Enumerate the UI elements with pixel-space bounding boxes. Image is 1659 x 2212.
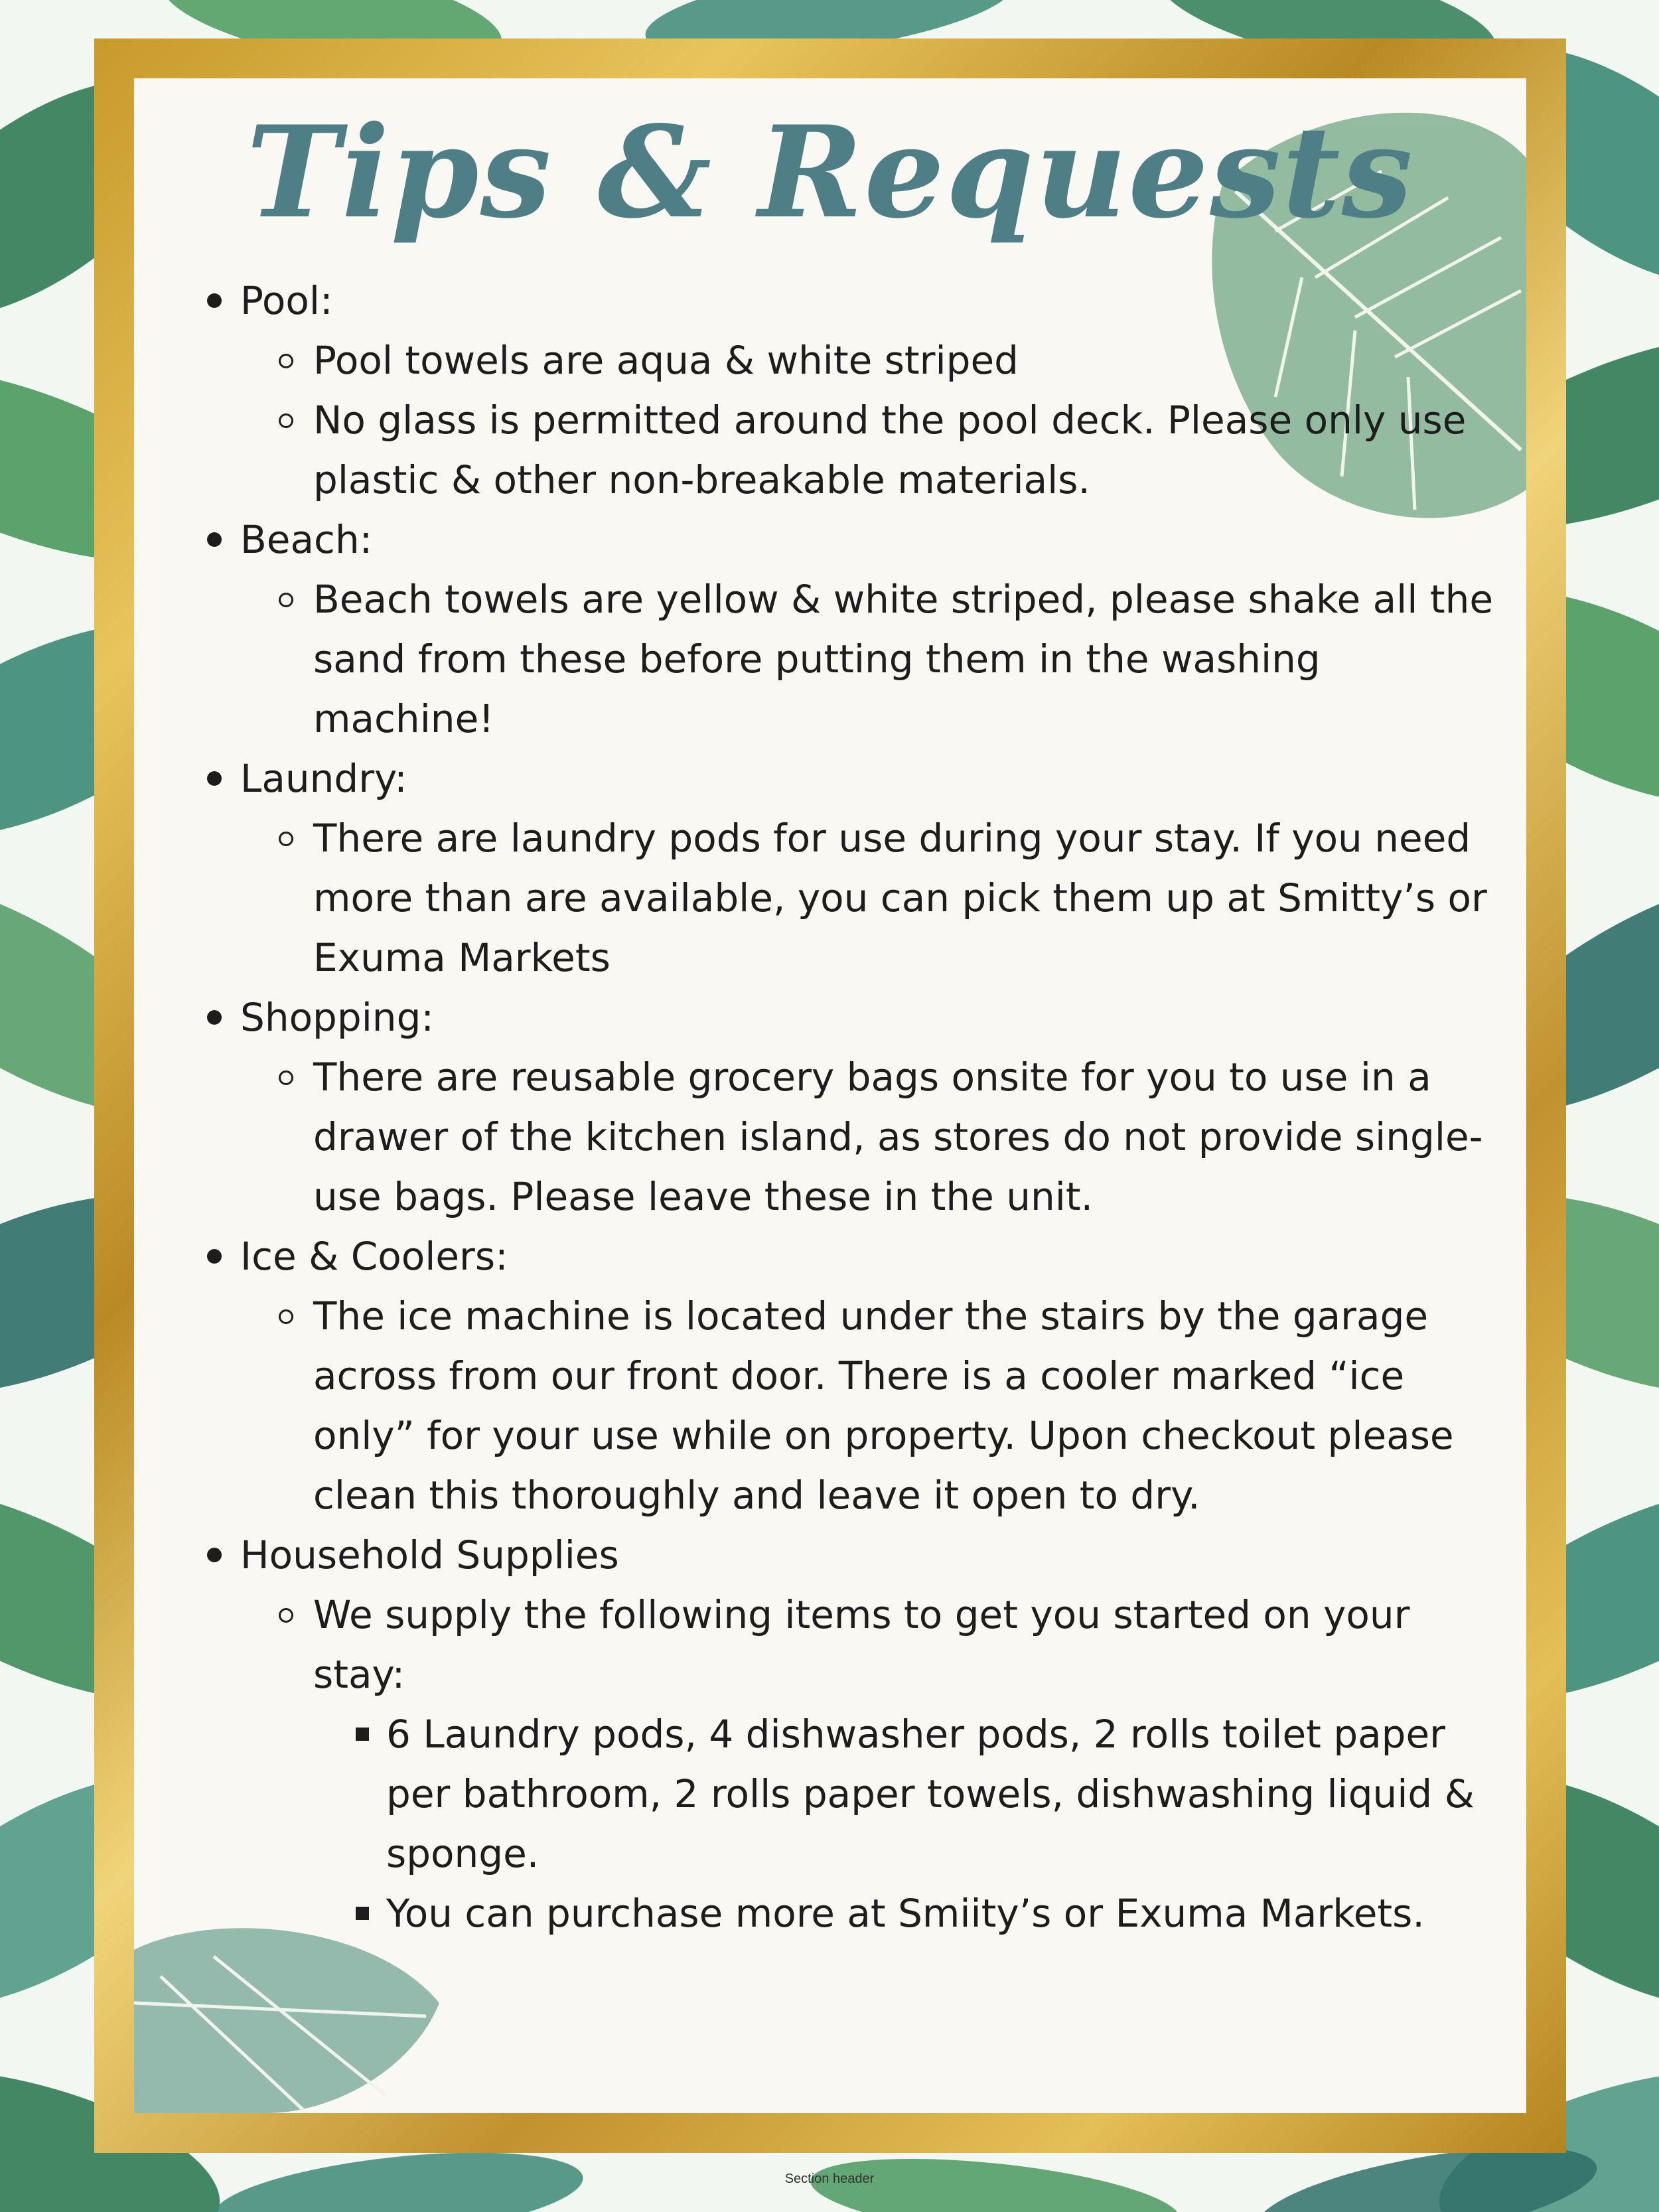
tip-item <box>313 331 1501 390</box>
tip-item <box>313 808 1501 988</box>
info-card <box>134 78 1526 2113</box>
page-title: Tips & Requests <box>246 98 1414 246</box>
tip-item <box>313 569 1501 749</box>
bullet-dot-icon <box>207 1249 222 1264</box>
section-item-laundry <box>200 749 1501 988</box>
tip-text: The ice machine is located under the stairs by the garage across from our front door. There is a cooler marked “ice only” for your use while on property. Upon checkout please clean this thoroughly and leave it open to dry. <box>313 1293 1454 1518</box>
tip-list <box>240 331 1501 510</box>
tip-list <box>240 569 1501 749</box>
bullet-circle-icon <box>279 593 293 607</box>
supply-list <box>313 1704 1501 1943</box>
bullet-dot-icon <box>207 293 222 308</box>
bullet-circle-icon <box>279 413 293 428</box>
supply-text: 6 Laundry pods, 4 dishwasher pods, 2 rolls toilet paper per bathroom, 2 rolls paper towels, dishwashing liquid & sponge. <box>386 1712 1475 1876</box>
section-heading: Shopping: <box>240 995 434 1040</box>
tip-text: Pool towels are aqua & white striped <box>313 338 1019 383</box>
section-list <box>200 271 1501 1943</box>
bullet-square-icon <box>356 1907 369 1920</box>
section-heading: Household Supplies <box>240 1532 619 1578</box>
tip-text: No glass is permitted around the pool deck. Please only use plastic & other non-breakable materials. <box>313 398 1467 502</box>
section-heading: Laundry: <box>240 756 407 801</box>
tips-list-container <box>200 271 1501 1943</box>
supply-text: You can purchase more at Smiity’s or Exuma Markets. <box>386 1891 1425 1936</box>
bullet-circle-icon <box>279 1608 293 1623</box>
tip-text: Beach towels are yellow & white striped, please shake all the sand from these before putting them in the washing machine! <box>313 577 1494 741</box>
bullet-circle-icon <box>279 1309 293 1324</box>
section-item-beach <box>200 510 1501 749</box>
section-heading: Pool: <box>240 278 333 323</box>
bullet-dot-icon <box>207 1548 222 1562</box>
tip-item <box>313 1047 1501 1226</box>
section-item-pool <box>200 271 1501 510</box>
section-heading: Beach: <box>240 517 373 562</box>
bullet-dot-icon <box>207 771 222 786</box>
tip-list <box>240 808 1501 988</box>
section-item-shopping <box>200 988 1501 1226</box>
tip-text: There are reusable grocery bags onsite for you to use in a drawer of the kitchen island, as stores do not provide single-use bags. Please leave these in the unit. <box>313 1055 1483 1219</box>
bullet-square-icon <box>356 1728 369 1741</box>
tip-text: There are laundry pods for use during your stay. If you need more than are available, you can pick them up at Smitty’s or Exuma Markets <box>313 816 1487 980</box>
bullet-circle-icon <box>279 354 293 368</box>
tip-list <box>240 1047 1501 1226</box>
tip-list <box>240 1286 1501 1525</box>
footer-section-header-label: Section header <box>784 2172 875 2186</box>
tip-item <box>313 390 1501 510</box>
bullet-circle-icon <box>279 832 293 846</box>
supply-item <box>386 1883 1501 1943</box>
supply-item <box>386 1704 1501 1883</box>
tip-item <box>313 1585 1501 1943</box>
bullet-dot-icon <box>207 1010 222 1025</box>
tip-item <box>313 1286 1501 1525</box>
bullet-circle-icon <box>279 1070 293 1085</box>
section-heading: Ice & Coolers: <box>240 1234 508 1279</box>
palm-leaf-bottom-left <box>134 1928 439 2113</box>
section-item-household-supplies <box>200 1525 1501 1943</box>
section-item-ice-coolers <box>200 1226 1501 1525</box>
tip-text: We supply the following items to get you started on your stay: <box>313 1592 1410 1697</box>
tip-list <box>240 1585 1501 1943</box>
bullet-dot-icon <box>207 532 222 547</box>
